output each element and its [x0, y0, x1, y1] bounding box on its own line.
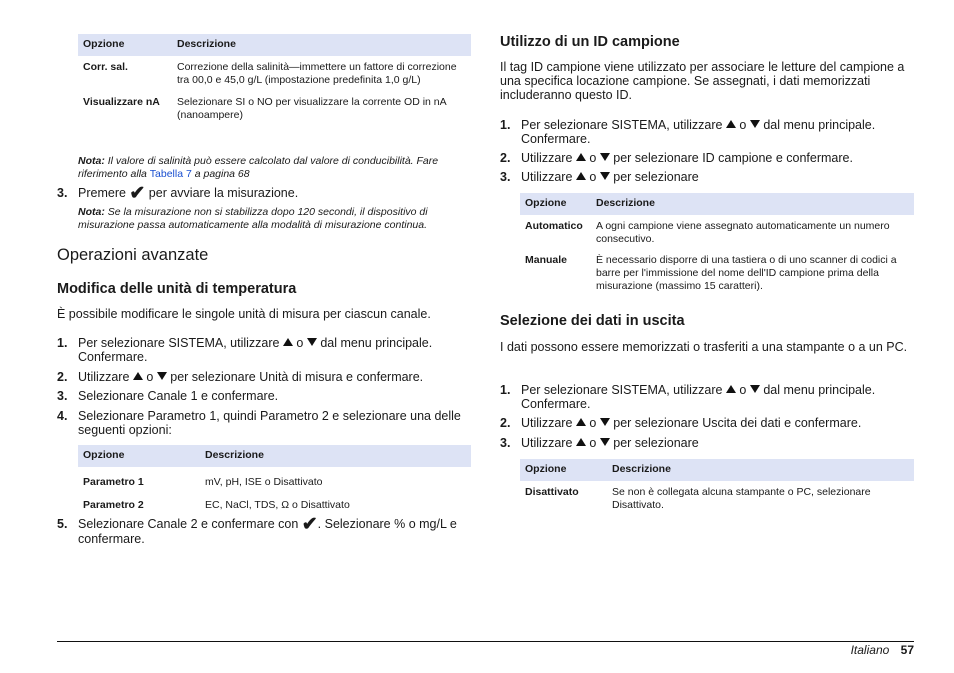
step-text: Utilizzare	[521, 170, 576, 184]
step-number: 3.	[500, 436, 511, 450]
step-text-end: per avviare la misurazione.	[145, 186, 299, 200]
column-header-description: Descrizione	[607, 459, 914, 481]
section-title-advanced: Operazioni avanzate	[57, 246, 209, 264]
page-number: 57	[900, 643, 914, 657]
note-label: Nota:	[78, 155, 105, 167]
section-title-sample-id: Utilizzo di un ID campione	[500, 34, 680, 50]
option-description: Correzione della salinità—immettere un fattore di correzione tra 00,0 e 45,0 g/L (impostazione predefinita 1,0 g/L)	[177, 61, 457, 86]
checkmark-icon: ✔	[301, 514, 318, 535]
table-7-link[interactable]: Tabella 7	[149, 168, 192, 180]
column-header-option: Opzione	[78, 445, 200, 467]
step-number: 3.	[57, 389, 68, 403]
table-row	[78, 56, 471, 87]
option-description: A ogni campione viene assegnato automaticamente un numero consecutivo.	[596, 220, 890, 245]
salinity-note	[78, 155, 471, 181]
step-text: Utilizzare	[78, 370, 133, 384]
step-text-line2: Confermare.	[78, 350, 148, 364]
step-text-line2: seguenti opzioni:	[78, 423, 172, 437]
triangle-up-icon	[726, 120, 736, 128]
option-description: Se non è collegata alcuna stampante o PC, selezionare Disattivato.	[612, 486, 871, 511]
data-output-intro: I dati possono essere memorizzati o trasferiti a una stampante o a un PC.	[500, 340, 908, 354]
step-number: 5.	[57, 517, 68, 531]
option-description: Selezionare SI o NO per visualizzare la corrente OD in nA (nanoampere)	[177, 96, 447, 121]
sample-id-options-table	[520, 193, 914, 293]
table-header-row	[520, 459, 914, 481]
triangle-down-icon	[157, 372, 167, 380]
step-text-or: o	[735, 118, 750, 132]
step-number: 2.	[500, 416, 511, 430]
step-text: Selezionare Parametro 1, quindi Parametro 2 e selezionare una delle	[78, 409, 461, 423]
step-text-end: per selezionare	[609, 436, 699, 450]
option-key: Parametro 1	[83, 476, 144, 488]
step-number: 3.	[500, 170, 511, 184]
step-text-end: dal menu principale.	[316, 336, 433, 350]
step-number: 1.	[500, 118, 511, 132]
step-number: 1.	[57, 336, 68, 350]
step-number: 3.	[57, 186, 68, 200]
step-number: 2.	[57, 370, 68, 384]
section-title-temperature-units: Modifica delle unità di temperatura	[57, 281, 297, 297]
note-text-end: a pagina 68	[191, 168, 250, 180]
step-text-end: per selezionare Uscita dei dati e confermare.	[609, 416, 862, 430]
option-key: Automatico	[525, 220, 583, 232]
step-text-or: o	[585, 151, 600, 165]
note-text: Il valore di salinità può essere calcolato dal valore di conducibilità. Fare riferimento alla	[78, 155, 439, 180]
option-key: Corr. sal.	[83, 61, 128, 73]
column-header-option: Opzione	[78, 34, 172, 56]
page-footer	[851, 643, 914, 657]
triangle-up-icon	[576, 172, 586, 180]
option-key: Manuale	[525, 254, 568, 266]
table-row	[520, 481, 914, 512]
step-text-line2: confermare.	[78, 532, 145, 546]
step-text-or: o	[735, 383, 750, 397]
step-text: Per selezionare SISTEMA, utilizzare	[78, 336, 283, 350]
table-header-row	[78, 445, 471, 467]
step-text-line2: Confermare.	[521, 397, 591, 411]
step-text-or: o	[292, 336, 307, 350]
triangle-up-icon	[133, 372, 143, 380]
column-header-option: Opzione	[520, 459, 607, 481]
triangle-down-icon	[600, 438, 610, 446]
option-key: Disattivato	[525, 486, 579, 498]
table-row	[520, 246, 914, 293]
step-text-or: o	[585, 170, 600, 184]
step-text-end: per selezionare ID campione e confermare.	[609, 151, 853, 165]
step-text-or: o	[585, 416, 600, 430]
temperature-intro: È possibile modificare le singole unità di misura per ciascun canale.	[57, 307, 431, 321]
triangle-down-icon	[600, 418, 610, 426]
footer-divider	[57, 641, 914, 642]
column-header-description: Descrizione	[200, 445, 471, 467]
option-key: Visualizzare nA	[83, 96, 160, 108]
step-number: 4.	[57, 409, 68, 423]
triangle-down-icon	[600, 153, 610, 161]
footer-language: Italiano	[850, 643, 890, 657]
step-text-or: o	[142, 370, 157, 384]
step-text-end: . Selezionare % o mg/L e	[317, 517, 457, 531]
step-text: Per selezionare SISTEMA, utilizzare	[521, 383, 726, 397]
column-header-description: Descrizione	[591, 193, 914, 215]
section-title-data-output: Selezione dei dati in uscita	[500, 313, 685, 329]
step-text: Selezionare Canale 1 e confermare.	[78, 389, 279, 403]
table-header-row	[78, 34, 471, 56]
triangle-down-icon	[600, 172, 610, 180]
triangle-up-icon	[576, 418, 586, 426]
step-text: Selezionare Canale 2 e confermare con	[78, 517, 302, 531]
table-row	[78, 87, 471, 122]
option-description: EC, NaCl, TDS, Ω o Disattivato	[205, 499, 350, 511]
checkmark-icon: ✔	[129, 183, 146, 204]
step-text-end: dal menu principale.	[759, 383, 876, 397]
triangle-up-icon	[283, 338, 293, 346]
triangle-down-icon	[307, 338, 317, 346]
note-text: Se la misurazione non si stabilizza dopo 120 secondi, il dispositivo di misurazione passa automaticamente alla modalità di misurazione continua.	[78, 206, 428, 231]
option-description: È necessario disporre di una tastiera o di uno scanner di codici a barre per l'immissione del nome dell'ID campione prima della misurazione (massimo 15 caratteri).	[596, 254, 897, 292]
step-text: Utilizzare	[521, 436, 576, 450]
triangle-down-icon	[750, 385, 760, 393]
column-header-description: Descrizione	[172, 34, 471, 56]
triangle-up-icon	[726, 385, 736, 393]
triangle-up-icon	[576, 438, 586, 446]
step-text-or: o	[585, 436, 600, 450]
step-text-end: per selezionare	[609, 170, 699, 184]
option-description: mV, pH, ISE o Disattivato	[205, 476, 323, 488]
option-key: Parametro 2	[83, 499, 144, 511]
step-text: Utilizzare	[521, 151, 576, 165]
salinity-options-table	[78, 34, 471, 122]
triangle-down-icon	[750, 120, 760, 128]
table-header-row	[520, 193, 914, 215]
triangle-up-icon	[576, 153, 586, 161]
column-header-option: Opzione	[520, 193, 591, 215]
stabilization-note	[78, 206, 471, 232]
sample-id-intro: Il tag ID campione viene utilizzato per associare le letture del campione a una specifica locazione campione. Se assegnati, i dati memorizzati includeranno questo ID.	[500, 60, 905, 102]
table-row	[520, 215, 914, 246]
step-number: 2.	[500, 151, 511, 165]
step-text: Utilizzare	[521, 416, 576, 430]
step-number: 1.	[500, 383, 511, 397]
table-row	[78, 467, 471, 489]
data-output-options-table	[520, 459, 914, 512]
parameter-options-table	[78, 445, 471, 512]
note-label: Nota:	[78, 206, 105, 218]
step-text: Premere	[78, 186, 130, 200]
step-text: Per selezionare SISTEMA, utilizzare	[521, 118, 726, 132]
step-text-end: per selezionare Unità di misura e confermare.	[166, 370, 424, 384]
table-row	[78, 489, 471, 512]
step-text-end: dal menu principale.	[759, 118, 876, 132]
step-text-line2: Confermare.	[521, 132, 591, 146]
